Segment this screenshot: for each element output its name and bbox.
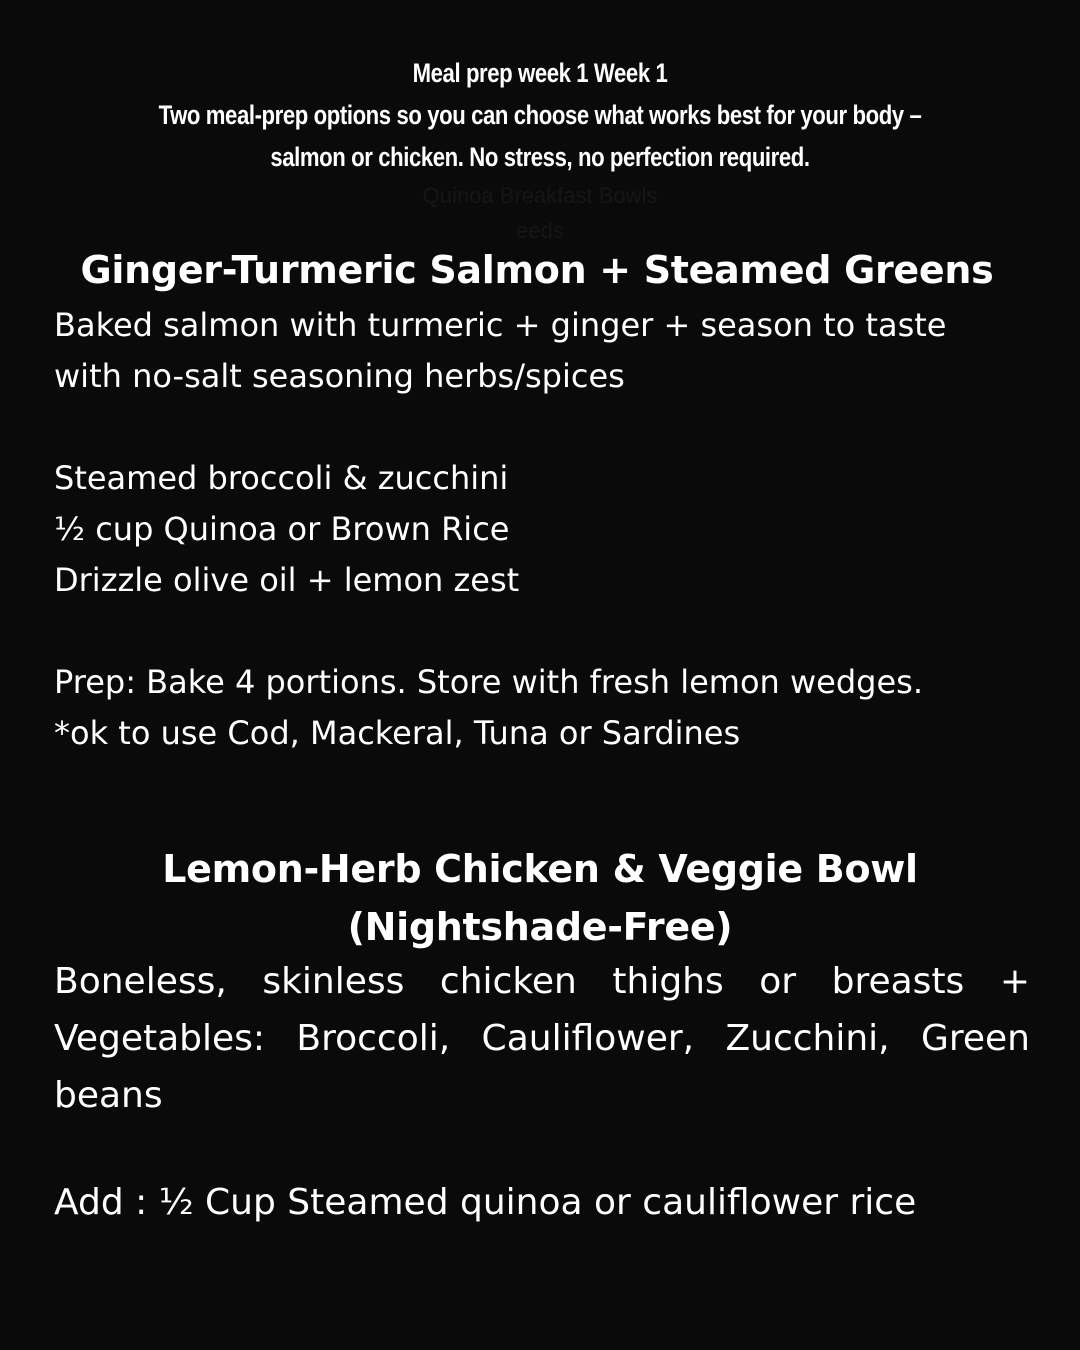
recipe-line: Baked salmon with turmeric + ginger + season to taste [54,306,947,344]
chicken-recipe-title [0,840,1080,956]
recipe-line: Drizzle olive oil + lemon zest [54,561,520,599]
chicken-recipe-title-line2: (Nightshade-Free) [347,905,733,949]
chicken-recipe-title-line1: Lemon-Herb Chicken & Veggie Bowl [162,847,918,891]
blank-line [54,606,1030,657]
prep-note: Prep: Bake 4 portions. Store with fresh lemon wedges. [54,663,923,701]
faded-background-text-fragment: eeds [516,218,564,243]
header-subtitle-line2: salmon or chicken. No stress, no perfection required. [270,142,810,172]
recipe-line: ½ cup Quinoa or Brown Rice [54,510,510,548]
header-subtitle-line1: Two meal-prep options so you can choose what works best for your body – [158,100,922,130]
recipe-line: Steamed broccoli & zucchini [54,459,509,497]
substitution-note: *ok to use Cod, Mackeral, Tuna or Sardines [54,714,741,752]
header-title: Meal prep week 1 Week 1 [412,58,668,88]
blank-line [54,402,1030,453]
page-header [146,52,933,178]
salmon-recipe-body [54,300,1030,759]
chicken-recipe-description: Boneless, skinless chicken thighs or breasts + Vegetables: Broccoli, Cauliflower, Zucchini, Green beans [54,961,1030,1116]
salmon-recipe-title: Ginger-Turmeric Salmon + Steamed Greens [80,248,994,292]
faded-background-text: Quinoa Breakfast Bowls [422,183,658,208]
chicken-recipe-add-note: Add : ½ Cup Steamed quinoa or cauliflower rice [54,1182,917,1223]
recipe-line: with no-salt seasoning herbs/spices [54,357,625,395]
